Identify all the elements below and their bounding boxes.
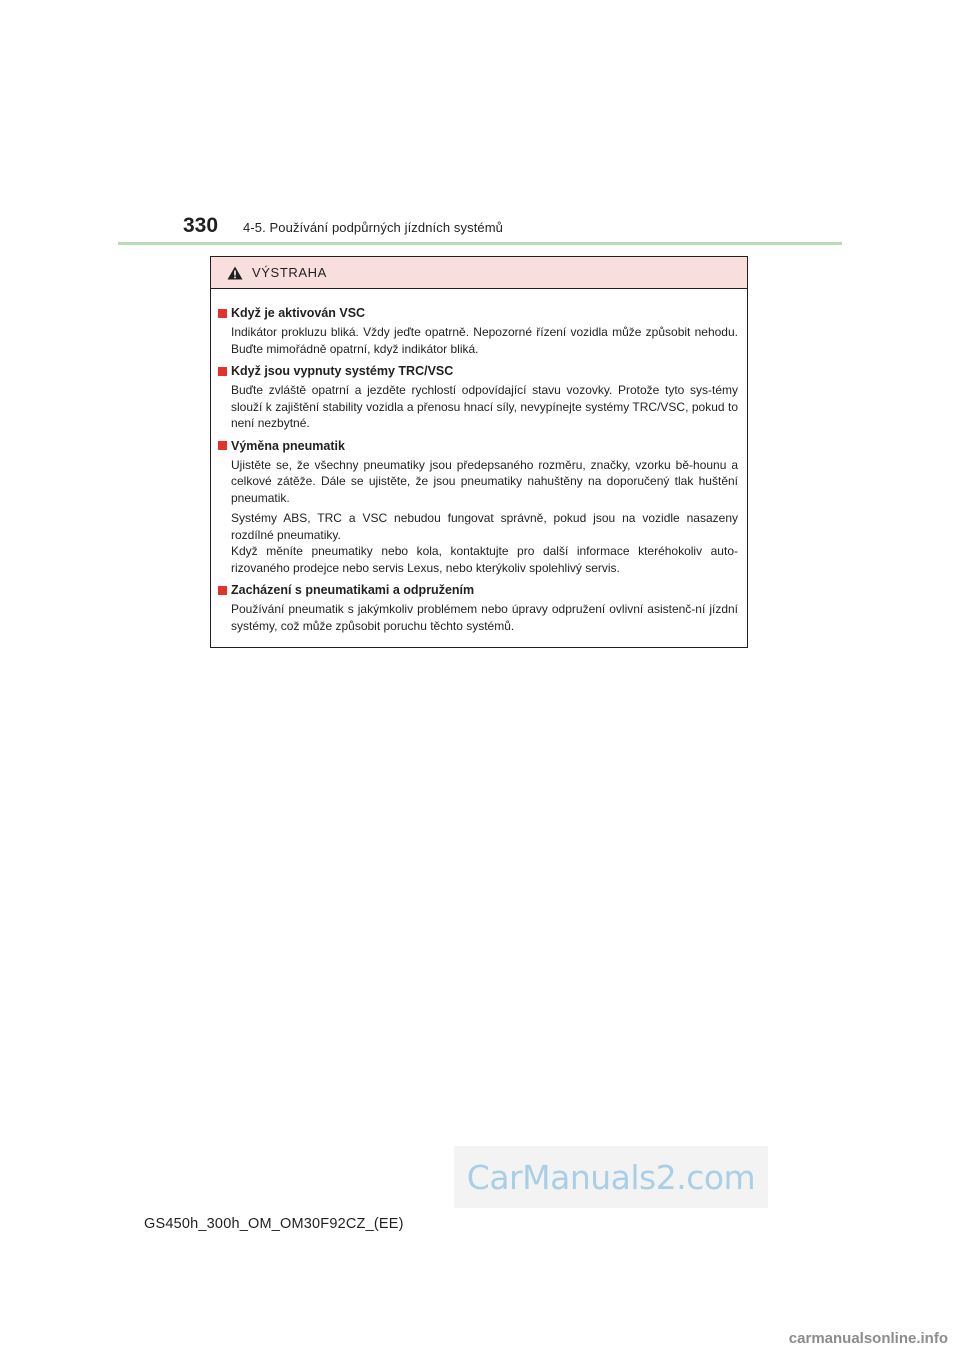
item-paragraph: Ujistěte se, že všechny pneumatiky jsou předepsaného rozměru, značky, vzorku bě-hounu a celkové zátěže. Dále se ujistěte, že jsou pneumatiky nahuštěny na doporučený tlak huštění pneumatik. bbox=[231, 457, 738, 505]
item-heading-text: Zacházení s pneumatikami a odpružením bbox=[231, 583, 475, 597]
item-heading-text: Když jsou vypnuty systémy TRC/VSC bbox=[231, 364, 454, 378]
bullet-square-icon bbox=[218, 309, 227, 318]
section-title: 4-5. Používání podpůrných jízdních systémů bbox=[243, 220, 504, 235]
site-watermark: carmanualsonline.info bbox=[788, 1330, 948, 1347]
bullet-square-icon bbox=[218, 586, 227, 595]
item-heading-text: Výměna pneumatik bbox=[231, 438, 345, 453]
warning-item bbox=[218, 361, 738, 432]
item-paragraph: Když měníte pneumatiky nebo kola, kontaktujte pro další informace kteréhokoliv auto-rizovaného prodejce nebo servis Lexus, nebo kterýkoliv spolehlivý servis. bbox=[231, 544, 738, 575]
item-paragraph: Buďte zvláště opatrní a jezděte rychlostí odpovídající stavu vozovky. Protože tyto sys-témy slouží k zajištění stability vozidla a přenosu hnací síly, nevypínejte systémy TRC/VSC, pokud to není nezbytné. bbox=[231, 383, 738, 430]
item-heading bbox=[218, 436, 738, 456]
item-heading bbox=[218, 361, 738, 381]
header-rule bbox=[118, 242, 842, 245]
carmanuals-watermark-text: CarManuals2.com bbox=[466, 1157, 756, 1197]
warning-triangle-icon bbox=[227, 266, 243, 280]
item-paragraph: Indikátor prokluzu bliká. Vždy jeďte opatrně. Nepozorné řízení vozidla může způsobit nehodu. Buďte mimořádně opatrní, když indikátor bliká. bbox=[231, 325, 738, 356]
item-heading bbox=[218, 303, 738, 323]
warning-box bbox=[210, 256, 748, 648]
page-header bbox=[183, 214, 503, 240]
page-number: 330 bbox=[183, 214, 219, 237]
warning-header bbox=[211, 257, 747, 289]
warning-body bbox=[211, 289, 747, 634]
warning-item bbox=[218, 436, 738, 577]
warning-title: VÝSTRAHA bbox=[252, 265, 327, 280]
warning-item bbox=[218, 580, 738, 634]
item-heading-text: Když je aktivován VSC bbox=[231, 306, 366, 320]
bullet-square-icon bbox=[218, 367, 227, 376]
bullet-square-icon bbox=[218, 441, 227, 450]
carmanuals-watermark bbox=[454, 1146, 768, 1208]
warning-item bbox=[218, 303, 738, 357]
item-paragraph: Systémy ABS, TRC a VSC nebudou fungovat správně, pokud jsou na vozidle nasazeny rozdílné pneumatiky. bbox=[231, 511, 738, 542]
manual-code: GS450h_300h_OM_OM30F92CZ_(EE) bbox=[144, 1216, 404, 1232]
item-heading bbox=[218, 580, 738, 600]
item-paragraph: Používání pneumatik s jakýmkoliv problémem nebo úpravy odpružení ovlivní asistenč-ní jízdní systémy, což může způsobit poruchu těchto systémů. bbox=[231, 602, 738, 633]
